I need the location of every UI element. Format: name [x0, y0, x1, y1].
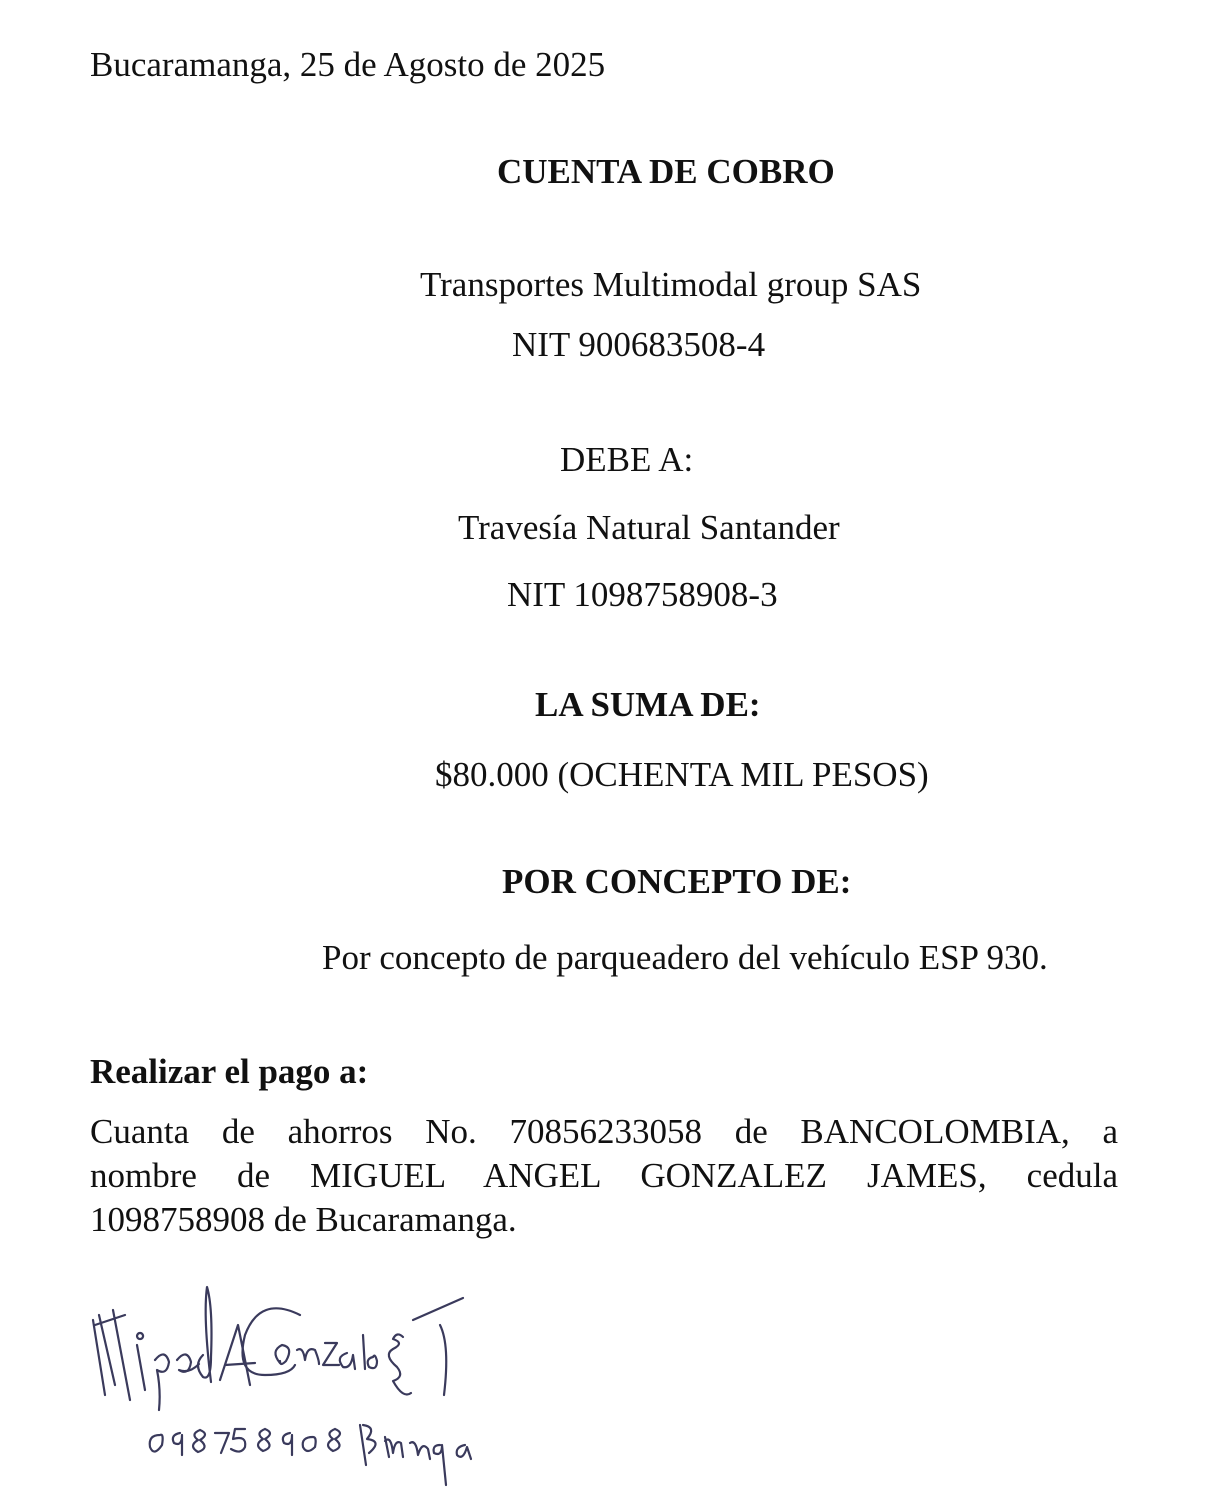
- place-date: Bucaramanga, 25 de Agosto de 2025: [90, 45, 606, 84]
- creditor-nit: NIT 1098758908-3: [507, 575, 778, 614]
- signature-name-stroke: [93, 1287, 463, 1410]
- debtor-name: Transportes Multimodal group SAS: [420, 265, 922, 304]
- amount-value: $80.000 (OCHENTA MIL PESOS): [435, 755, 929, 794]
- payment-details: [90, 1110, 1118, 1242]
- debtor-nit: NIT 900683508-4: [512, 325, 766, 364]
- document-title: CUENTA DE COBRO: [497, 152, 835, 191]
- concept-text: Por concepto de parqueadero del vehículo ESP 930.: [322, 938, 1048, 977]
- amount-label: LA SUMA DE:: [535, 685, 761, 724]
- signature-id-stroke: [150, 1425, 471, 1485]
- owes-label: DEBE A:: [560, 440, 694, 479]
- creditor-name: Travesía Natural Santander: [458, 508, 840, 547]
- payment-line: 1098758908 de Bucaramanga.: [90, 1200, 517, 1239]
- payment-line: nombre de MIGUEL ANGEL GONZALEZ JAMES, cedula: [90, 1156, 1118, 1195]
- payment-label: Realizar el pago a:: [90, 1052, 369, 1091]
- handwritten-signature: [85, 1285, 555, 1495]
- concept-label: POR CONCEPTO DE:: [502, 862, 852, 901]
- payment-line: Cuanta de ahorros No. 70856233058 de BANCOLOMBIA, a: [90, 1112, 1118, 1151]
